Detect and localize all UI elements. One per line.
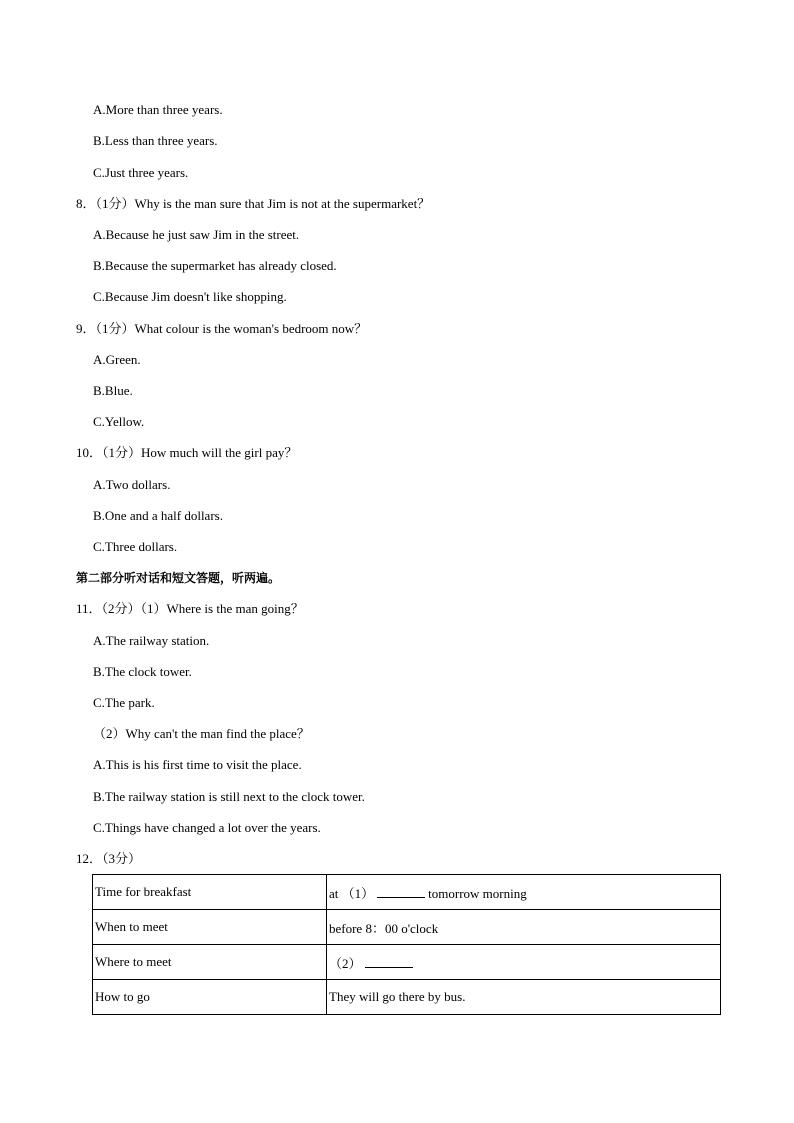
option-a: A.Two dollars. — [93, 477, 171, 492]
option-c: C.Yellow. — [93, 414, 145, 429]
option-b: B.The railway station is still next to the clock tower. — [93, 789, 365, 804]
option-c: C.Because Jim doesn't like shopping. — [93, 289, 287, 304]
question-stem: 10．（1分）How much will the girl pay？ — [76, 445, 298, 460]
option-c: C.The park. — [93, 695, 155, 710]
table-cell-value — [327, 875, 721, 910]
option-b: B.Blue. — [93, 383, 133, 398]
question-stem: 11．（2分）（1）Where is the man going？ — [76, 601, 304, 616]
option-a: A.More than three years. — [93, 102, 223, 117]
table-cell-value: They will go there by bus. — [327, 980, 721, 1015]
table-row — [93, 910, 721, 945]
option-c: C.Three dollars. — [93, 539, 178, 554]
table-cell-label: Time for breakfast — [93, 875, 327, 910]
option-b: B.The clock tower. — [93, 664, 192, 679]
answer-blank[interactable] — [365, 955, 413, 968]
option-a: A.The railway station. — [93, 633, 210, 648]
table-cell-label: When to meet — [93, 910, 327, 945]
question-stem: 12．（3分） — [76, 851, 142, 866]
table-row — [93, 945, 721, 980]
table-cell-value — [327, 945, 721, 980]
answer-blank[interactable] — [377, 885, 425, 898]
option-c: C.Just three years. — [93, 165, 189, 180]
option-a: A.Because he just saw Jim in the street. — [93, 227, 300, 242]
table-cell-label: How to go — [93, 980, 327, 1015]
option-a: A.Green. — [93, 352, 141, 367]
table-row — [93, 980, 721, 1015]
question-stem: 9．（1分）What colour is the woman's bedroom now？ — [76, 321, 368, 336]
section-heading: 第二部分听对话和短文答题，听两遍。 — [76, 571, 281, 585]
option-b: B.Because the supermarket has already closed. — [93, 258, 337, 273]
option-b: B.One and a half dollars. — [93, 508, 223, 523]
table-cell-label: Where to meet — [93, 945, 327, 980]
question-stem: 8．（1分）Why is the man sure that Jim is not at the supermarket？ — [76, 196, 431, 211]
table-cell-value: before 8：00 o'clock — [327, 910, 721, 945]
cell-text-before-blank: at （1） — [329, 885, 375, 901]
sub-question-stem: （2）Why can't the man find the place？ — [93, 726, 310, 741]
option-a: A.This is his first time to visit the place. — [93, 757, 302, 772]
table-row — [93, 875, 721, 910]
option-b: B.Less than three years. — [93, 133, 218, 148]
cell-text-before-blank: （2） — [329, 955, 362, 971]
cell-text-after-blank: tomorrow morning — [428, 885, 527, 901]
option-c: C.Things have changed a lot over the years. — [93, 820, 321, 835]
info-table — [92, 874, 721, 1015]
